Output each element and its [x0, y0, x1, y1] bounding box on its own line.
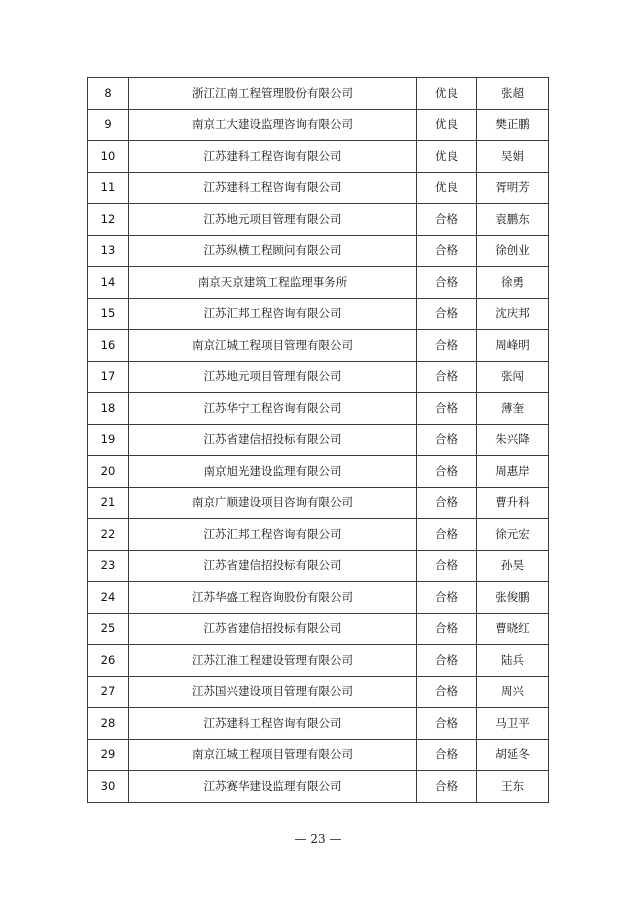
table-row	[88, 298, 549, 330]
grade-cell: 合格	[417, 550, 477, 582]
row-number-cell: 16	[88, 330, 129, 362]
row-number-cell: 15	[88, 298, 129, 330]
table-row	[88, 393, 549, 425]
row-number-cell: 30	[88, 771, 129, 803]
row-number-cell: 23	[88, 550, 129, 582]
row-number-cell: 9	[88, 109, 129, 141]
person-name-cell: 朱兴降	[477, 424, 549, 456]
grade-cell: 合格	[417, 519, 477, 551]
grade-cell: 合格	[417, 582, 477, 614]
row-number-cell: 24	[88, 582, 129, 614]
table-row	[88, 361, 549, 393]
table-row	[88, 235, 549, 267]
person-name-cell: 胥明芳	[477, 172, 549, 204]
grade-cell: 优良	[417, 172, 477, 204]
table-body	[88, 78, 549, 803]
grade-cell: 合格	[417, 739, 477, 771]
table-row	[88, 172, 549, 204]
company-cell: 南京江城工程项目管理有限公司	[129, 739, 417, 771]
grade-cell: 合格	[417, 393, 477, 425]
person-name-cell: 周峰明	[477, 330, 549, 362]
grade-cell: 合格	[417, 330, 477, 362]
company-cell: 江苏省建信招投标有限公司	[129, 613, 417, 645]
person-name-cell: 袁鹏东	[477, 204, 549, 236]
company-cell: 南京江城工程项目管理有限公司	[129, 330, 417, 362]
company-cell: 江苏国兴建设项目管理有限公司	[129, 676, 417, 708]
person-name-cell: 马卫平	[477, 708, 549, 740]
grade-cell: 合格	[417, 204, 477, 236]
row-number-cell: 8	[88, 78, 129, 110]
person-name-cell: 徐勇	[477, 267, 549, 299]
table-row	[88, 708, 549, 740]
person-name-cell: 沈庆邦	[477, 298, 549, 330]
company-cell: 江苏建科工程咨询有限公司	[129, 141, 417, 173]
table-row	[88, 424, 549, 456]
grade-cell: 优良	[417, 78, 477, 110]
personnel-evaluation-table	[87, 77, 549, 803]
table-row	[88, 267, 549, 299]
row-number-cell: 20	[88, 456, 129, 488]
table-row	[88, 550, 549, 582]
company-cell: 南京工大建设监理咨询有限公司	[129, 109, 417, 141]
company-cell: 南京旭光建设监理有限公司	[129, 456, 417, 488]
grade-cell: 合格	[417, 267, 477, 299]
grade-cell: 合格	[417, 424, 477, 456]
page-number: — 23 —	[294, 832, 342, 846]
grade-cell: 合格	[417, 676, 477, 708]
company-cell: 江苏省建信招投标有限公司	[129, 424, 417, 456]
company-cell: 江苏省建信招投标有限公司	[129, 550, 417, 582]
grade-cell: 合格	[417, 235, 477, 267]
person-name-cell: 陆兵	[477, 645, 549, 677]
company-cell: 江苏汇邦工程咨询有限公司	[129, 519, 417, 551]
grade-cell: 合格	[417, 298, 477, 330]
row-number-cell: 26	[88, 645, 129, 677]
table-row	[88, 771, 549, 803]
grade-cell: 合格	[417, 456, 477, 488]
row-number-cell: 11	[88, 172, 129, 204]
person-name-cell: 张俊鹏	[477, 582, 549, 614]
company-cell: 南京广顺建设项目咨询有限公司	[129, 487, 417, 519]
person-name-cell: 曹晓红	[477, 613, 549, 645]
person-name-cell: 薄奎	[477, 393, 549, 425]
grade-cell: 合格	[417, 487, 477, 519]
row-number-cell: 25	[88, 613, 129, 645]
row-number-cell: 13	[88, 235, 129, 267]
grade-cell: 合格	[417, 645, 477, 677]
row-number-cell: 18	[88, 393, 129, 425]
table-row	[88, 204, 549, 236]
company-cell: 江苏江淮工程建设管理有限公司	[129, 645, 417, 677]
table-row	[88, 739, 549, 771]
table-row	[88, 519, 549, 551]
company-cell: 江苏纵横工程顾问有限公司	[129, 235, 417, 267]
row-number-cell: 21	[88, 487, 129, 519]
person-name-cell: 孙昊	[477, 550, 549, 582]
table-row	[88, 645, 549, 677]
person-name-cell: 徐元宏	[477, 519, 549, 551]
grade-cell: 合格	[417, 771, 477, 803]
company-cell: 江苏地元项目管理有限公司	[129, 361, 417, 393]
company-cell: 江苏建科工程咨询有限公司	[129, 172, 417, 204]
grade-cell: 优良	[417, 141, 477, 173]
person-name-cell: 曹升科	[477, 487, 549, 519]
row-number-cell: 28	[88, 708, 129, 740]
grade-cell: 优良	[417, 109, 477, 141]
person-name-cell: 胡延冬	[477, 739, 549, 771]
person-name-cell: 周兴	[477, 676, 549, 708]
person-name-cell: 吴娟	[477, 141, 549, 173]
person-name-cell: 王东	[477, 771, 549, 803]
person-name-cell: 樊正鹏	[477, 109, 549, 141]
company-cell: 江苏地元项目管理有限公司	[129, 204, 417, 236]
person-name-cell: 张闯	[477, 361, 549, 393]
row-number-cell: 19	[88, 424, 129, 456]
row-number-cell: 12	[88, 204, 129, 236]
table-row	[88, 676, 549, 708]
table-row	[88, 582, 549, 614]
grade-cell: 合格	[417, 708, 477, 740]
person-name-cell: 周惠岸	[477, 456, 549, 488]
row-number-cell: 27	[88, 676, 129, 708]
company-cell: 江苏华盛工程咨询股份有限公司	[129, 582, 417, 614]
grade-cell: 合格	[417, 361, 477, 393]
company-cell: 浙江江南工程管理股份有限公司	[129, 78, 417, 110]
row-number-cell: 22	[88, 519, 129, 551]
person-name-cell: 张超	[477, 78, 549, 110]
company-cell: 南京天京建筑工程监理事务所	[129, 267, 417, 299]
table-row	[88, 330, 549, 362]
company-cell: 江苏华宁工程咨询有限公司	[129, 393, 417, 425]
row-number-cell: 29	[88, 739, 129, 771]
company-cell: 江苏汇邦工程咨询有限公司	[129, 298, 417, 330]
table-row	[88, 613, 549, 645]
person-name-cell: 徐创业	[477, 235, 549, 267]
row-number-cell: 10	[88, 141, 129, 173]
row-number-cell: 17	[88, 361, 129, 393]
row-number-cell: 14	[88, 267, 129, 299]
company-cell: 江苏赛华建设监理有限公司	[129, 771, 417, 803]
grade-cell: 合格	[417, 613, 477, 645]
table-row	[88, 141, 549, 173]
table-row	[88, 78, 549, 110]
table-row	[88, 487, 549, 519]
table-row	[88, 456, 549, 488]
company-cell: 江苏建科工程咨询有限公司	[129, 708, 417, 740]
table-row	[88, 109, 549, 141]
